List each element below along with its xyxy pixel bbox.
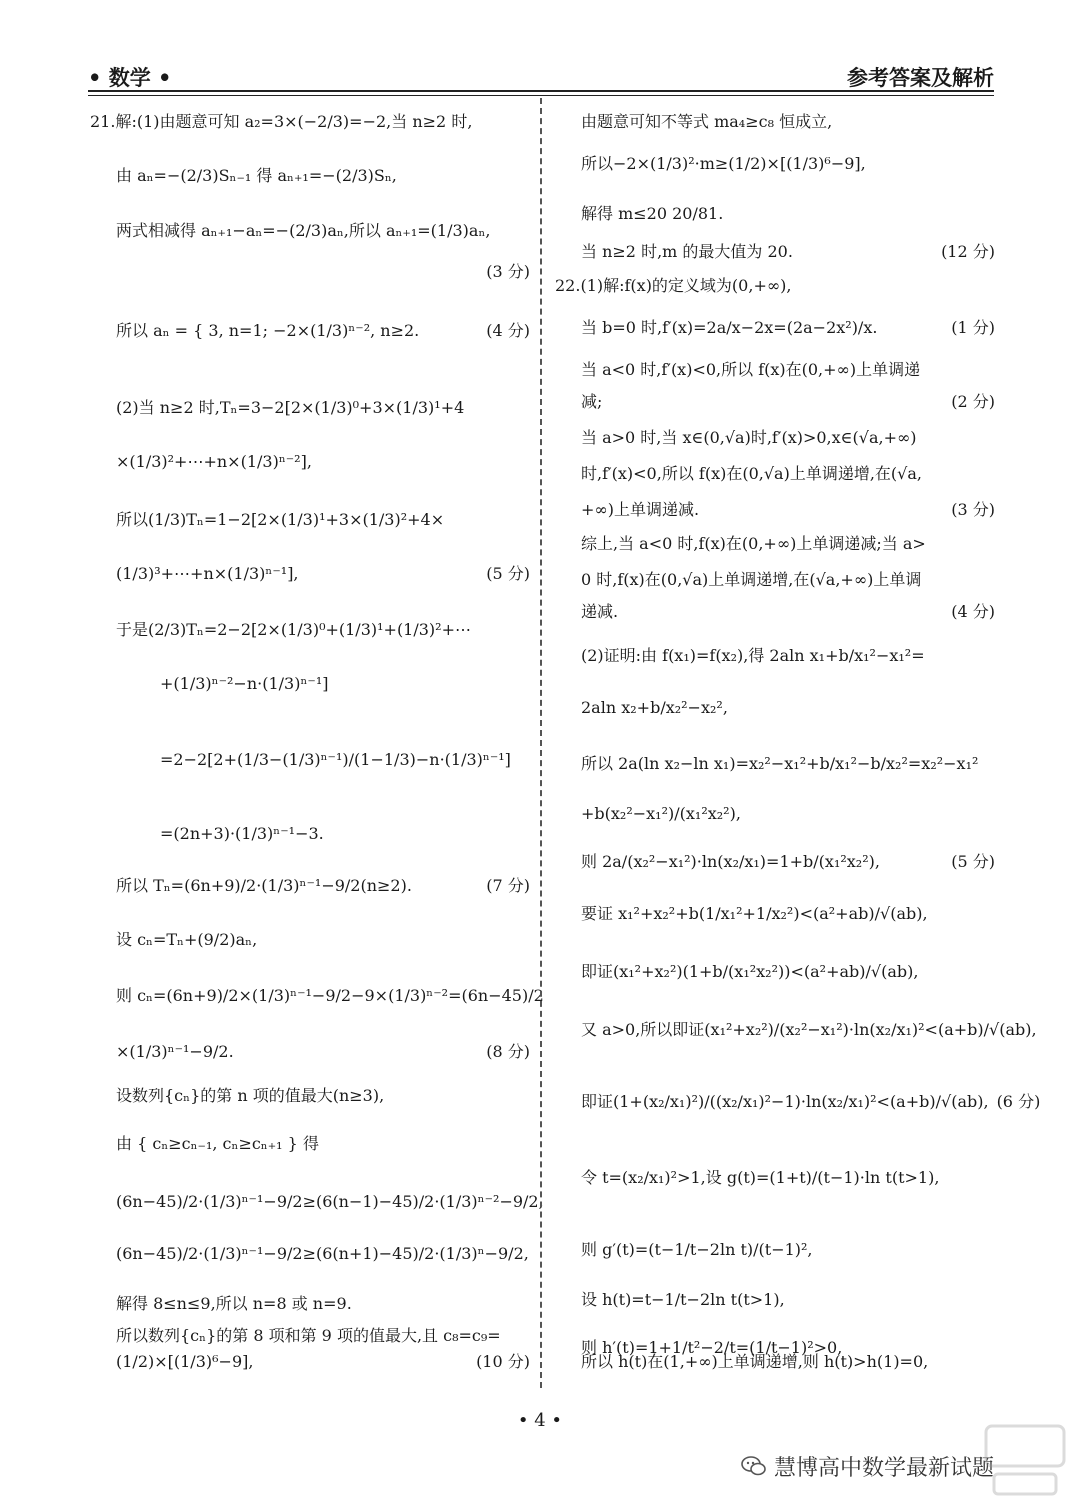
text-line: 则 2a/(x₂²−x₁²)·ln(x₂/x₁)=1+b/(x₁²x₂²), (5 分) bbox=[581, 852, 995, 871]
text-line: 减; (2 分) bbox=[581, 392, 995, 411]
text-line: 所以 aₙ = { 3, n=1; −2×(1/3)ⁿ⁻², n≥2. (4 分) bbox=[116, 321, 530, 340]
watermark-text: 慧博高中数学最新试题 bbox=[774, 1455, 995, 1481]
text-line: 21.解:(1)由题意可知 a₂=3×(−2/3)=−2,当 n≥2 时, bbox=[90, 112, 473, 131]
text-line: 0 时,f(x)在(0,√a)上单调递增,在(√a,+∞)上单调 bbox=[581, 570, 922, 589]
text-line: 所以 Tₙ=(6n+9)/2·(1/3)ⁿ⁻¹−9/2(n≥2). (7 分) bbox=[116, 876, 530, 895]
text-line: 时,f′(x)<0,所以 f(x)在(0,√a)上单调递增,在(√a, bbox=[581, 464, 922, 483]
wechat-icon bbox=[740, 1452, 768, 1480]
column-divider bbox=[540, 98, 542, 1388]
text-line: +(1/3)ⁿ⁻²−n·(1/3)ⁿ⁻¹] bbox=[160, 674, 329, 693]
text-line: (6n−45)/2·(1/3)ⁿ⁻¹−9/2≥(6(n+1)−45)/2·(1/3)ⁿ−9/2, bbox=[116, 1244, 529, 1263]
text-line: 设 h(t)=t−1/t−2ln t(t>1), bbox=[581, 1290, 785, 1309]
text-line: +∞)上单调递减. (3 分) bbox=[581, 500, 995, 519]
text-line: =(2n+3)·(1/3)ⁿ⁻¹−3. bbox=[160, 824, 324, 843]
text-line: 则 h′(t)=1+1/t²−2/t=(1/t−1)²>0, bbox=[581, 1338, 843, 1357]
text-line: 由 { cₙ≥cₙ₋₁, cₙ≥cₙ₊₁ } 得 bbox=[116, 1134, 319, 1153]
text-line: ×(1/3)ⁿ⁻¹−9/2. (8 分) bbox=[116, 1042, 530, 1061]
score-mark: (2 分) bbox=[951, 392, 995, 411]
text-line: (2)当 n≥2 时,Tₙ=3−2[2×(1/3)⁰+3×(1/3)¹+4 bbox=[116, 398, 465, 417]
text-line: 令 t=(x₂/x₁)²>1,设 g(t)=(1+t)/(t−1)·ln t(t>1), bbox=[581, 1168, 940, 1187]
text-line: ×(1/3)²+⋯+n×(1/3)ⁿ⁻²], bbox=[116, 452, 312, 471]
text-line: 又 a>0,所以即证(x₁²+x₂²)/(x₂²−x₁²)·ln(x₂/x₁)²<(a+b)/√(ab), bbox=[581, 1020, 1037, 1039]
text-line: 设数列{cₙ}的第 n 项的值最大(n≥3), bbox=[116, 1086, 385, 1105]
score-mark: (3 分) bbox=[951, 500, 995, 519]
text-line: =2−2[2+(1/3−(1/3)ⁿ⁻¹)/(1−1/3)−n·(1/3)ⁿ⁻¹] bbox=[160, 750, 511, 769]
score-mark: (5 分) bbox=[486, 564, 530, 583]
page-number: • 4 • bbox=[517, 1410, 563, 1431]
text-line: 于是(2/3)Tₙ=2−2[2×(1/3)⁰+(1/3)¹+(1/3)²+⋯ bbox=[116, 620, 471, 639]
text-line: 综上,当 a<0 时,f(x)在(0,+∞)上单调递减;当 a> bbox=[581, 534, 926, 553]
left-column bbox=[90, 102, 544, 1382]
header-title: 参考答案及解析 bbox=[847, 65, 994, 90]
text-line: 递减. (4 分) bbox=[581, 602, 995, 621]
text-line: 要证 x₁²+x₂²+b(1/x₁²+1/x₂²)<(a²+ab)/√(ab), bbox=[581, 904, 928, 923]
text-line: 解得 m≤20 20/81. bbox=[581, 204, 724, 223]
header-subject: • 数学 • bbox=[88, 65, 172, 90]
site-logo-icon bbox=[980, 1420, 1070, 1500]
text-line: 当 a<0 时,f′(x)<0,所以 f(x)在(0,+∞)上单调递 bbox=[581, 360, 921, 379]
text-line: 当 a>0 时,当 x∈(0,√a)时,f′(x)>0,x∈(√a,+∞) bbox=[581, 428, 917, 447]
header-rule bbox=[88, 90, 994, 96]
text-line: 设 cₙ=Tₙ+(9/2)aₙ, bbox=[116, 930, 258, 949]
text-line: 两式相减得 aₙ₊₁−aₙ=−(2/3)aₙ,所以 aₙ₊₁=(1/3)aₙ, bbox=[116, 221, 491, 240]
page-header bbox=[88, 56, 994, 92]
text-line: +b(x₂²−x₁²)/(x₁²x₂²), bbox=[581, 804, 741, 823]
text-line: 所以 h(t)在(1,+∞)上单调递增,则 h(t)>h(1)=0, bbox=[581, 1352, 929, 1371]
text-line: (1/2)×[(1/3)⁶−9], (10 分) bbox=[116, 1352, 530, 1371]
text-line: 当 n≥2 时,m 的最大值为 20. (12 分) bbox=[581, 242, 995, 261]
text-line: 由 aₙ=−(2/3)Sₙ₋₁ 得 aₙ₊₁=−(2/3)Sₙ, bbox=[116, 166, 397, 185]
text-line: 解得 8≤n≤9,所以 n=8 或 n=9. bbox=[116, 1294, 352, 1313]
text-line: 2aln x₂+b/x₂²−x₂², bbox=[581, 698, 728, 717]
score-mark: (10 分) bbox=[476, 1352, 530, 1371]
text-line: (6n−45)/2·(1/3)ⁿ⁻¹−9/2≥(6(n−1)−45)/2·(1/3)ⁿ⁻²−9/2, bbox=[116, 1192, 544, 1211]
text-line: 则 cₙ=(6n+9)/2×(1/3)ⁿ⁻¹−9/2−9×(1/3)ⁿ⁻²=(6n−45)/2 bbox=[116, 986, 544, 1005]
score-mark: (12 分) bbox=[941, 242, 995, 261]
score-mark: (3 分) bbox=[486, 262, 530, 281]
score-mark: (1 分) bbox=[951, 318, 995, 337]
text-line: 22.(1)解:f(x)的定义域为(0,+∞), bbox=[555, 276, 792, 295]
right-column bbox=[555, 102, 1041, 1382]
text-line: (1/3)³+⋯+n×(1/3)ⁿ⁻¹], (5 分) bbox=[116, 564, 530, 583]
score-mark: (4 分) bbox=[951, 602, 995, 621]
score-mark: (7 分) bbox=[486, 876, 530, 895]
text-line: 所以(1/3)Tₙ=1−2[2×(1/3)¹+3×(1/3)²+4× bbox=[116, 510, 445, 529]
text-line: 所以 2a(ln x₂−ln x₁)=x₂²−x₁²+b/x₁²−b/x₂²=x₂²−x₁² bbox=[581, 754, 979, 773]
score-mark: (8 分) bbox=[486, 1042, 530, 1061]
text-line bbox=[90, 252, 530, 292]
text-line: 当 b=0 时,f′(x)=2a/x−2x=(2a−2x²)/x. (1 分) bbox=[581, 318, 995, 337]
text-line: (2)证明:由 f(x₁)=f(x₂),得 2aln x₁+b/x₁²−x₁²= bbox=[581, 646, 925, 665]
score-mark: (6 分) bbox=[996, 1092, 1041, 1111]
text-line: 则 g′(t)=(t−1/t−2ln t)/(t−1)², bbox=[581, 1240, 813, 1259]
score-mark: (5 分) bbox=[951, 852, 995, 871]
score-mark: (4 分) bbox=[486, 321, 530, 340]
text-line: 由题意可知不等式 ma₄≥c₈ 恒成立, bbox=[581, 112, 833, 131]
text-line: 即证(1+(x₂/x₁)²)/((x₂/x₁)²−1)·ln(x₂/x₁)²<(a+b)/√(ab), (6 分) bbox=[581, 1092, 1041, 1111]
text-line: 即证(x₁²+x₂²)(1+b/(x₁²x₂²))<(a²+ab)/√(ab), bbox=[581, 962, 919, 981]
text-line: 所以−2×(1/3)²·m≥(1/2)×[(1/3)⁶−9], bbox=[581, 154, 866, 173]
text-line: 所以数列{cₙ}的第 8 项和第 9 项的值最大,且 c₈=c₉= bbox=[116, 1326, 501, 1345]
